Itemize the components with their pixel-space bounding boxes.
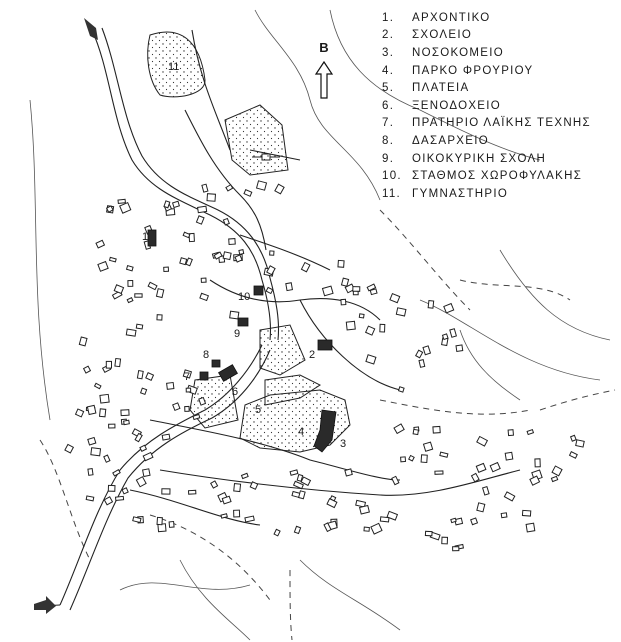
legend-item xyxy=(382,150,618,168)
house xyxy=(341,278,348,286)
house xyxy=(345,469,352,476)
legend xyxy=(382,9,618,203)
house xyxy=(535,459,540,467)
legend-item-name: ΠΡΑΤΗΡΙΟ ΛΑΪΚΗΣ ΤΕΧΝΗΣ xyxy=(412,117,591,130)
house xyxy=(167,382,174,389)
house xyxy=(423,346,430,355)
house xyxy=(297,475,302,482)
house xyxy=(143,469,150,477)
house xyxy=(360,505,370,514)
house xyxy=(501,513,507,518)
house xyxy=(380,324,385,332)
north-arrow-icon xyxy=(313,40,335,100)
house xyxy=(96,240,104,248)
house xyxy=(207,194,215,202)
landmark-forestry xyxy=(212,360,220,367)
house xyxy=(353,287,360,292)
house xyxy=(164,267,169,271)
house xyxy=(189,490,196,494)
house xyxy=(483,487,489,495)
legend-item xyxy=(382,27,618,45)
house xyxy=(421,455,427,463)
house xyxy=(275,184,284,194)
legend-item-name: ΣΧΟΛΕΙΟ xyxy=(412,29,473,42)
house xyxy=(146,373,154,381)
house xyxy=(79,337,87,346)
legend-item xyxy=(382,97,618,115)
house xyxy=(234,484,241,492)
house xyxy=(245,516,254,522)
legend-item xyxy=(382,79,618,97)
landmark-crafts xyxy=(200,372,208,380)
house xyxy=(230,311,239,319)
legend-item-number: 2. xyxy=(382,29,395,42)
house xyxy=(433,426,440,433)
house xyxy=(508,430,513,436)
house xyxy=(301,263,309,272)
house xyxy=(143,452,153,460)
house xyxy=(127,298,133,303)
legend-item xyxy=(382,132,618,150)
house xyxy=(476,463,486,472)
house xyxy=(126,329,136,336)
house xyxy=(504,492,514,501)
house xyxy=(113,470,120,476)
legend-item-number: 4. xyxy=(382,64,395,77)
house xyxy=(185,406,189,411)
arrow-north-entry xyxy=(84,18,98,40)
house xyxy=(399,387,405,392)
house xyxy=(257,181,267,190)
house xyxy=(551,476,557,481)
house xyxy=(471,518,478,525)
house xyxy=(198,206,207,212)
legend-item xyxy=(382,167,618,185)
house xyxy=(202,184,208,192)
house xyxy=(120,203,131,214)
legend-item xyxy=(382,62,618,80)
house xyxy=(299,491,306,499)
house xyxy=(157,517,162,524)
house xyxy=(453,547,459,551)
house xyxy=(428,301,434,309)
house xyxy=(570,452,578,458)
house xyxy=(242,473,249,478)
house xyxy=(136,324,142,329)
house xyxy=(162,489,170,494)
house xyxy=(122,488,128,494)
map-label-11: 11 xyxy=(168,61,180,73)
house xyxy=(323,286,334,296)
legend-item-number: 8. xyxy=(382,134,395,147)
house xyxy=(118,199,125,203)
map-label-10: 10 xyxy=(238,291,251,303)
landmark-police xyxy=(254,286,263,295)
legend-item-number: 11. xyxy=(382,187,402,200)
house xyxy=(211,481,218,488)
house xyxy=(390,294,400,303)
legend-item-name: ΠΛΑΤΕΙΑ xyxy=(412,82,470,95)
map-label-2: 2 xyxy=(309,349,316,361)
house xyxy=(173,201,180,207)
north-indicator xyxy=(313,40,335,100)
legend-item-name: ΣΤΑΘΜΟΣ ΧΩΡΟΦΥΛΑΚΗΣ xyxy=(412,170,583,183)
area-plaza xyxy=(260,325,305,375)
area-hillpark xyxy=(225,105,288,175)
house xyxy=(223,218,229,224)
area-west xyxy=(190,375,238,428)
arrow-south-entry xyxy=(34,596,56,614)
house xyxy=(425,531,432,536)
house xyxy=(327,499,337,508)
legend-item xyxy=(382,185,618,203)
house xyxy=(234,510,240,517)
house xyxy=(221,514,227,518)
house xyxy=(290,470,298,475)
house xyxy=(186,388,190,392)
house xyxy=(86,496,94,501)
house xyxy=(424,442,433,451)
house xyxy=(162,434,170,440)
house xyxy=(201,278,206,282)
house xyxy=(116,496,124,500)
house xyxy=(84,366,91,373)
house xyxy=(392,476,399,484)
legend-item-number: 7. xyxy=(382,117,395,130)
house xyxy=(527,430,533,435)
house xyxy=(124,420,130,424)
house xyxy=(173,403,180,410)
house xyxy=(121,410,129,416)
house xyxy=(396,308,406,316)
landmark-archontiko xyxy=(148,230,156,246)
house xyxy=(87,405,95,414)
house xyxy=(127,266,134,271)
house xyxy=(552,466,562,476)
house xyxy=(91,448,101,456)
house xyxy=(88,437,96,444)
map-label-4: 4 xyxy=(298,426,305,438)
house xyxy=(409,456,414,461)
house xyxy=(135,294,142,297)
house xyxy=(419,360,425,368)
house xyxy=(274,529,280,536)
legend-item-number: 5. xyxy=(382,82,395,95)
house xyxy=(443,334,448,340)
house xyxy=(338,260,344,267)
legend-item xyxy=(382,115,618,133)
house xyxy=(65,444,73,453)
house xyxy=(95,383,101,388)
house xyxy=(196,216,204,224)
house xyxy=(100,409,106,417)
house xyxy=(115,359,121,367)
map-label-1: 1 xyxy=(142,231,149,243)
house xyxy=(346,321,355,330)
house xyxy=(226,185,233,191)
house xyxy=(526,523,535,532)
road-arrows xyxy=(34,18,98,614)
house xyxy=(366,355,376,364)
house xyxy=(576,440,585,447)
house xyxy=(270,251,274,255)
house xyxy=(266,287,273,293)
house xyxy=(244,190,252,197)
house xyxy=(444,304,454,313)
legend-item-name: ΟΙΚΟΚΥΡΙΚΗ ΣΧΟΛΗ xyxy=(412,152,547,165)
landmark-school xyxy=(318,340,332,350)
legend-item-name: ΞΕΝΟΔΟΧΕΙΟ xyxy=(412,99,502,112)
legend-item-number: 10. xyxy=(382,170,402,183)
map-label-9: 9 xyxy=(234,328,241,340)
house xyxy=(477,437,488,447)
house xyxy=(522,510,530,516)
house xyxy=(104,455,110,462)
legend-item xyxy=(382,44,618,62)
legend-item-name: ΔΑΣΑΡΧΕΙΟ xyxy=(412,134,489,147)
house xyxy=(169,522,174,528)
house xyxy=(180,258,187,265)
house xyxy=(137,371,143,379)
house xyxy=(341,299,346,305)
house xyxy=(114,285,123,294)
legend-item-number: 1. xyxy=(382,11,395,24)
house xyxy=(490,463,500,472)
house xyxy=(128,281,133,287)
north-label: B xyxy=(319,40,329,55)
house xyxy=(505,452,513,460)
house xyxy=(108,485,115,491)
house xyxy=(157,315,162,320)
house xyxy=(100,394,109,403)
legend-item-number: 9. xyxy=(382,152,395,165)
house xyxy=(359,314,364,318)
map-label-8: 8 xyxy=(203,349,210,361)
house xyxy=(110,257,117,261)
house xyxy=(440,452,448,457)
house xyxy=(451,518,456,522)
map-label-6: 6 xyxy=(232,386,239,398)
house xyxy=(76,409,84,417)
house xyxy=(477,503,485,512)
house xyxy=(104,497,112,505)
house xyxy=(394,424,404,434)
landmark-domestic xyxy=(238,318,248,326)
house xyxy=(366,326,375,335)
house xyxy=(183,232,190,237)
house xyxy=(364,527,369,531)
house xyxy=(371,523,382,534)
house xyxy=(571,435,577,441)
house xyxy=(141,388,147,394)
legend-item-name: ΠΑΡΚΟ ΦΡΟΥΡΙΟΥ xyxy=(412,64,534,77)
house xyxy=(401,457,406,462)
house xyxy=(435,471,443,474)
house xyxy=(223,252,231,260)
legend-item-name: ΝΟΣΟΚΟΜΕΙΟ xyxy=(412,46,504,59)
house xyxy=(200,293,208,300)
house xyxy=(109,424,115,428)
map-label-7: 7 xyxy=(184,371,191,383)
legend-item xyxy=(382,9,618,27)
house xyxy=(148,282,157,289)
house xyxy=(456,345,463,351)
legend-item-name: ΑΡΧΟΝΤΙΚΟ xyxy=(412,11,491,24)
house xyxy=(239,250,244,255)
legend-item-number: 6. xyxy=(382,99,395,112)
house xyxy=(286,283,293,291)
house xyxy=(106,361,111,368)
house xyxy=(136,477,146,487)
house xyxy=(294,526,300,533)
house xyxy=(442,537,448,544)
house xyxy=(472,473,480,481)
map-label-3: 3 xyxy=(340,438,347,450)
house xyxy=(140,445,147,451)
house xyxy=(416,350,423,358)
house xyxy=(156,289,163,298)
house xyxy=(98,262,108,272)
legend-item-number: 3. xyxy=(382,46,395,59)
house xyxy=(413,429,418,434)
map-label-5: 5 xyxy=(255,404,262,416)
house xyxy=(88,469,93,476)
house xyxy=(450,329,457,338)
house xyxy=(229,239,236,245)
legend-item-name: ΓΥΜΝΑΣΤΗΡΙΟ xyxy=(412,187,509,200)
